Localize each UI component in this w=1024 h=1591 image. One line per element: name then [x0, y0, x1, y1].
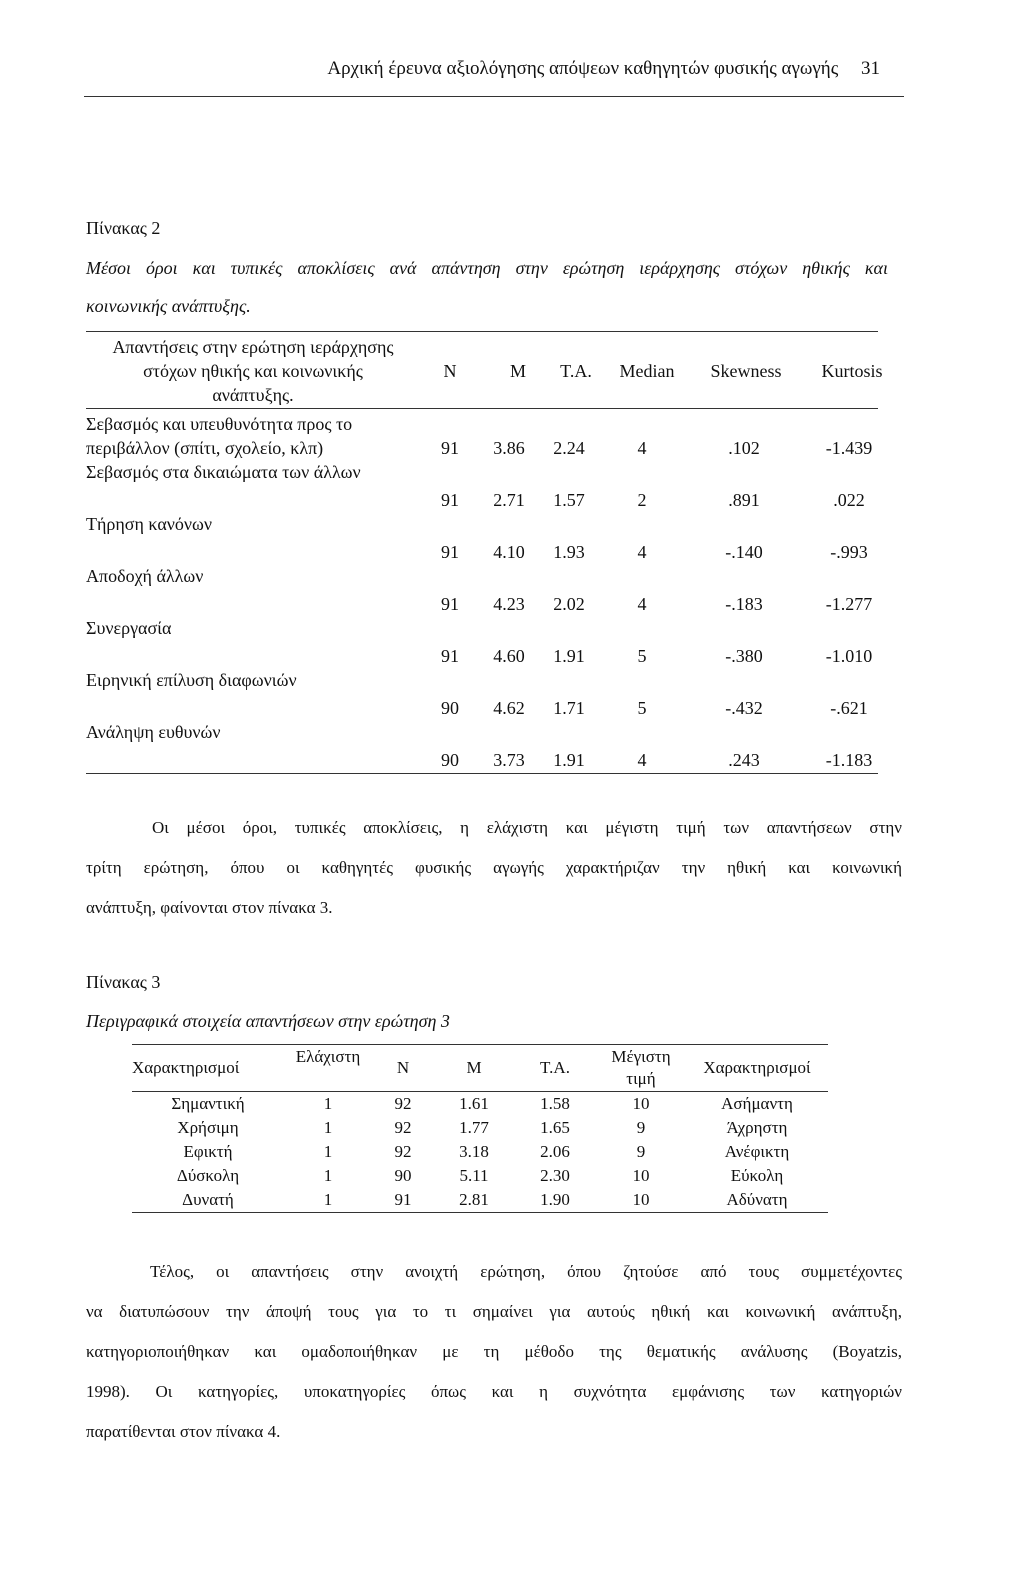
table2-caption-line1: Μέσοι όροι και τυπικές αποκλίσεις ανά απάντηση στην ερώτηση ιεράρχησης στόχων ηθικής και — [86, 258, 888, 278]
table2-cell: 4.62 — [493, 698, 525, 718]
paragraph-line: κατηγοριοποιήθηκαν και ομαδοποιήθηκαν με τη μέθοδο της θεματικής ανάλυσης (Boyatzis, — [86, 1342, 902, 1361]
table2-header-first-line2: στόχων ηθικής και κοινωνικής — [143, 361, 363, 381]
table3-col-minimum: Ελάχιστη — [295, 1047, 361, 1066]
paragraph-line: παρατίθενται στον πίνακα 4. — [86, 1422, 281, 1441]
table3-cell: 5.11 — [459, 1166, 489, 1185]
table2-row-label: Τήρηση κανόνων — [86, 514, 213, 534]
table2-cell: .102 — [728, 438, 760, 458]
table-row — [132, 1116, 828, 1140]
table3-cell: 92 — [394, 1142, 412, 1161]
paragraph-line: τρίτη ερώτηση, όπου οι καθηγητές φυσικής αγωγής χαρακτήριζαν την ηθική και κοινωνική — [86, 858, 902, 877]
table3-cell: 2.06 — [540, 1142, 570, 1161]
table3-col-ta: T.A. — [540, 1058, 570, 1077]
table2-caption-line2: κοινωνικής ανάπτυξης. — [86, 296, 251, 316]
table2-col-skewness: Skewness — [710, 361, 782, 381]
table2-col-m: M — [509, 361, 526, 381]
table2-cell: 3.73 — [493, 750, 525, 770]
table2-col-ta: T.A. — [560, 361, 592, 381]
table2-cell: .243 — [728, 750, 760, 770]
paragraph-line: ανάπτυξη, φαίνονται στον πίνακα 3. — [86, 898, 333, 917]
table3-col-characterizations-left: Χαρακτηρισμοί — [132, 1058, 240, 1077]
table3-cell: 9 — [636, 1118, 646, 1137]
table3-cell: 1.61 — [459, 1094, 489, 1113]
table3-cell: 1.65 — [540, 1118, 570, 1137]
paragraph-line: να διατυπώσουν την άποψή τους για το τι σημαίνει για αυτούς ηθική και κοινωνική ανάπτυξη, — [86, 1302, 902, 1321]
table3-cell: Χρήσιμη — [177, 1118, 239, 1137]
table3-bottom-rule — [132, 1212, 828, 1213]
table2-cell: 91 — [441, 542, 459, 562]
table3-cell: 1 — [323, 1094, 333, 1113]
table3-cell: Εφικτή — [183, 1142, 233, 1161]
table2-cell: 90 — [441, 698, 459, 718]
table2-cell: -1.277 — [825, 594, 873, 614]
table2-cell: 1.57 — [553, 490, 585, 510]
table3-cell: 91 — [394, 1190, 412, 1209]
table3-cell: 1.90 — [540, 1190, 570, 1209]
table3-col-maximum: Μέγιστη τιμή — [611, 1047, 671, 1088]
table-row — [132, 1140, 828, 1164]
table2-cell: .891 — [728, 490, 760, 510]
table2-cell: -1.010 — [825, 646, 873, 666]
table2-cell: 3.86 — [493, 438, 525, 458]
table2-col-median: Median — [619, 361, 675, 381]
table2-cell: 91 — [441, 490, 459, 510]
table2-cell: -.993 — [830, 542, 868, 562]
paragraph-line: Τέλος, οι απαντήσεις στην ανοιχτή ερώτηση, όπου ζητούσε από τους συμμετέχοντες — [150, 1262, 902, 1281]
table3-cell: Ανέφικτη — [724, 1142, 790, 1161]
table2-cell: 91 — [441, 594, 459, 614]
table3 — [132, 1044, 828, 1213]
table2-header-first-line1: Απαντήσεις στην ερώτηση ιεράρχησης — [112, 337, 394, 357]
table2-cell: 2 — [637, 490, 647, 510]
table2-cell: 4.23 — [493, 594, 525, 614]
table3-cell: Ασήμαντη — [721, 1094, 793, 1113]
table2-row-label: Αποδοχή άλλων — [86, 566, 204, 586]
table3-label: Πίνακας 3 — [86, 972, 161, 992]
table2-cell: 1.71 — [553, 698, 585, 718]
table2-top-rule — [86, 331, 878, 332]
table2-cell: 2.71 — [493, 490, 525, 510]
table2-row-label: Ανάληψη ευθυνών — [86, 722, 221, 742]
table3-cell: Σημαντική — [171, 1094, 245, 1113]
table2-row-label: Ειρηνική επίλυση διαφωνιών — [86, 670, 297, 690]
table3-cell: Δυνατή — [182, 1190, 234, 1209]
table3-cell: 90 — [394, 1166, 412, 1185]
table3-cell: 1 — [323, 1118, 333, 1137]
table3-cell: Δύσκολη — [176, 1166, 240, 1185]
table3-cell: 1 — [323, 1166, 333, 1185]
table2-cell: 90 — [441, 750, 459, 770]
table2-cell: -.380 — [725, 646, 763, 666]
table3-cell: 3.18 — [459, 1142, 489, 1161]
table2-cell: 4.60 — [493, 646, 525, 666]
table-row — [132, 1164, 828, 1188]
table3-cell: 1.77 — [459, 1118, 489, 1137]
table2-cell: 1.91 — [553, 750, 585, 770]
paragraph-line: 1998). Οι κατηγορίες, υποκατηγορίες όπως και η συχνότητα εμφάνισης των κατηγοριών — [86, 1382, 902, 1401]
table2-cell: -1.183 — [825, 750, 873, 770]
table3-col-characterizations-right: Χαρακτηρισμοί — [703, 1058, 811, 1077]
table3-cell: 10 — [632, 1094, 650, 1113]
paragraph-1 — [86, 808, 902, 928]
table3-cell: 1 — [323, 1190, 333, 1209]
table3-cell: 10 — [632, 1190, 650, 1209]
table2-cell: 91 — [441, 438, 459, 458]
table2-cell: 4 — [637, 594, 647, 614]
table2-cell: 2.02 — [553, 594, 585, 614]
table2-cell: -1.439 — [825, 438, 873, 458]
table3-cell: 9 — [636, 1142, 646, 1161]
paragraph-2 — [86, 1252, 902, 1452]
table2-cell: 4.10 — [493, 542, 525, 562]
table2-cell: 1.93 — [553, 542, 585, 562]
table-row — [132, 1092, 828, 1116]
table2-cell: 1.91 — [553, 646, 585, 666]
table2-bottom-rule — [86, 773, 878, 774]
running-title: Αρχική έρευνα αξιολόγησης απόψεων καθηγητών φυσικής αγωγής — [327, 58, 839, 79]
table3-cell: 2.30 — [540, 1166, 570, 1185]
table2-cell: -.621 — [830, 698, 868, 718]
table3-caption: Περιγραφικά στοιχεία απαντήσεων στην ερώτηση 3 — [86, 1011, 450, 1031]
paragraph-line: Οι μέσοι όροι, τυπικές αποκλίσεις, η ελάχιστη και μέγιστη τιμή των απαντήσεων στην — [152, 818, 902, 837]
table2-col-n: N — [443, 361, 457, 381]
table2-row-label: Σεβασμός στα δικαιώματα των άλλων — [86, 462, 361, 482]
table2-cell: -.140 — [725, 542, 763, 562]
table3-cell: 1 — [323, 1142, 333, 1161]
table2-cell: 5 — [637, 646, 647, 666]
table2-cell: 4 — [637, 750, 647, 770]
table2-row-label: Σεβασμός και υπευθυνότητα προς το — [86, 414, 353, 434]
table2-cell: .022 — [833, 490, 865, 510]
table3-cell: 10 — [632, 1166, 650, 1185]
table2-cell: 4 — [637, 542, 647, 562]
table3-cell: 92 — [394, 1094, 412, 1113]
page-number: 31 — [861, 58, 880, 79]
table-row — [132, 1188, 828, 1212]
table3-cell: 1.58 — [540, 1094, 570, 1113]
table2-col-kurtosis: Kurtosis — [821, 361, 883, 381]
table2-header-first-line3: ανάπτυξης. — [212, 385, 294, 405]
table2-row-label: Συνεργασία — [86, 618, 172, 638]
table2-cell: 5 — [637, 698, 647, 718]
table2-row-label: περιβάλλον (σπίτι, σχολείο, κλπ) — [86, 438, 324, 458]
table3-cell: Αδύνατη — [726, 1190, 788, 1209]
table3-cell: Άχρηστη — [726, 1118, 788, 1137]
table3-cell: Εύκολη — [730, 1166, 784, 1185]
table2-header-rule — [86, 408, 878, 409]
table2-label: Πίνακας 2 — [86, 218, 161, 238]
table3-col-n: N — [396, 1058, 410, 1077]
table3-cell: 92 — [394, 1118, 412, 1137]
table2-cell: 2.24 — [553, 438, 585, 458]
table2-cell: -.432 — [725, 698, 763, 718]
table3-col-m: M — [466, 1058, 482, 1077]
table2-cell: 4 — [637, 438, 647, 458]
table3-cell: 2.81 — [459, 1190, 489, 1209]
table2-cell: -.183 — [725, 594, 763, 614]
table2-cell: 91 — [441, 646, 459, 666]
